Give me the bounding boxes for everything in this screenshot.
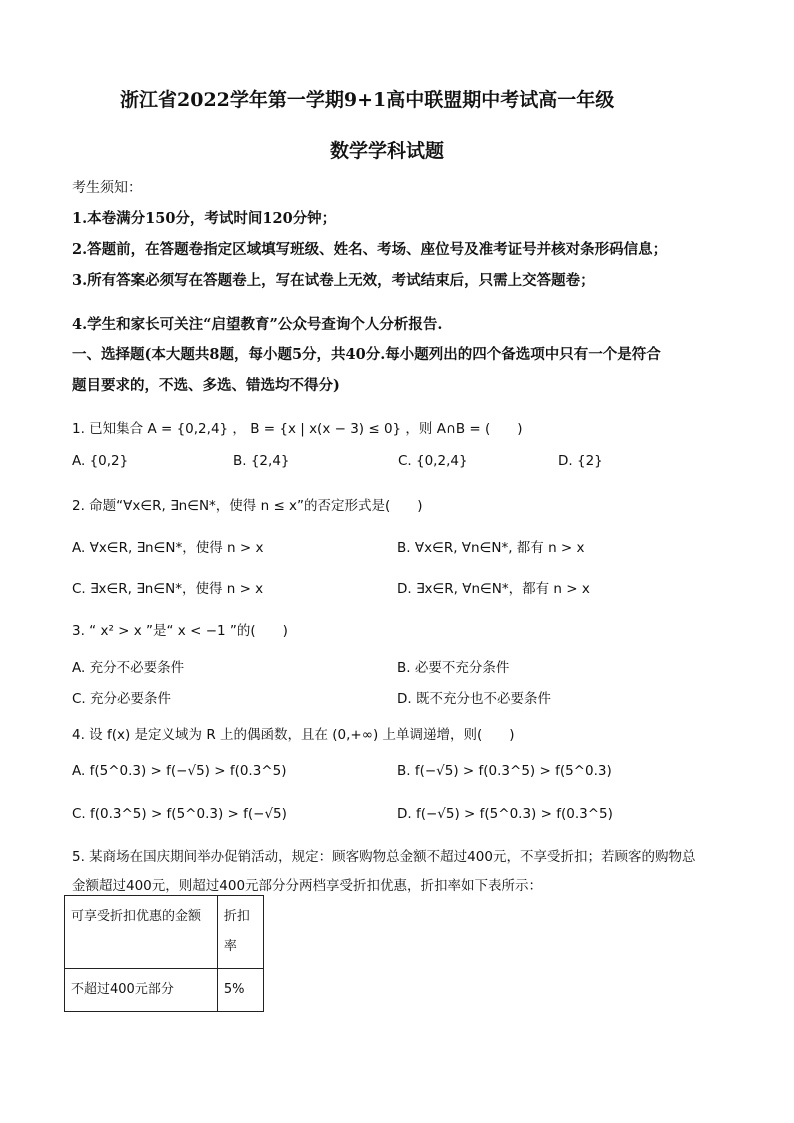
question-3-option-c: C. 充分必要条件 bbox=[72, 691, 172, 707]
question-3-option-d: D. 既不充分也不必要条件 bbox=[397, 691, 551, 707]
question-3-option-b: B. 必要不充分条件 bbox=[397, 660, 510, 676]
notice-item-1: 1.本卷满分150分，考试时间120分钟； bbox=[72, 210, 337, 227]
question-1-option-d: D. {2} bbox=[558, 453, 603, 469]
question-4-option-d: D. f(−√5) > f(5^0.3) > f(0.3^5) bbox=[397, 806, 613, 822]
table-header-amount: 可享受折扣优惠的金额 bbox=[65, 896, 218, 969]
section-heading-line2: 题目要求的，不选、多选、错选均不得分) bbox=[72, 377, 340, 394]
question-2-option-c: C. ∃x∈R, ∃n∈N*，使得 n > x bbox=[72, 581, 264, 597]
notice-heading: 考生须知： bbox=[72, 180, 142, 196]
question-2-option-d: D. ∃x∈R, ∀n∈N*，都有 n > x bbox=[397, 581, 590, 597]
notice-item-2: 2.答题前，在答题卷指定区域填写班级、姓名、考场、座位号及准考证号并核对条形码信息； bbox=[72, 241, 668, 258]
question-4-option-a: A. f(5^0.3) > f(−√5) > f(0.3^5) bbox=[72, 763, 287, 779]
table-header-rate: 折扣率 bbox=[217, 896, 263, 969]
table-row bbox=[65, 969, 264, 1012]
question-4-stem: 4. 设 f(x) 是定义域为 R 上的偶函数，且在 (0,+∞) 上单调递增，则( ) bbox=[72, 727, 515, 743]
question-1-option-a: A. {0,2} bbox=[72, 453, 129, 469]
discount-table bbox=[64, 895, 264, 1012]
table-cell-rate: 5% bbox=[217, 969, 263, 1012]
question-4-option-c: C. f(0.3^5) > f(5^0.3) > f(−√5) bbox=[72, 806, 287, 822]
question-2-option-a: A. ∀x∈R, ∃n∈N*，使得 n > x bbox=[72, 540, 264, 556]
notice-item-3: 3.所有答案必须写在答题卷上，写在试卷上无效，考试结束后，只需上交答题卷； bbox=[72, 272, 595, 289]
question-2-stem: 2. 命题“∀x∈R, ∃n∈N*，使得 n ≤ x”的否定形式是( ) bbox=[72, 498, 423, 514]
table-row bbox=[65, 896, 264, 969]
section-heading-line1: 一、选择题(本大题共8题，每小题5分，共40分.每小题列出的四个备选项中只有一个是符合 bbox=[72, 346, 661, 363]
exam-subtitle: 数学学科试题 bbox=[330, 140, 445, 162]
question-3-option-a: A. 充分不必要条件 bbox=[72, 660, 185, 676]
question-2-option-b: B. ∀x∈R, ∀n∈N*, 都有 n > x bbox=[397, 540, 585, 556]
question-3-stem: 3. “ x² > x ”是“ x < −1 ”的( ) bbox=[72, 623, 288, 639]
question-1-option-c: C. {0,2,4} bbox=[398, 453, 468, 469]
exam-title: 浙江省2022学年第一学期9+1高中联盟期中考试高一年级 bbox=[120, 89, 615, 111]
question-5-line2: 金额超过400元，则超过400元部分分两档享受折扣优惠，折扣率如下表所示： bbox=[72, 878, 543, 894]
question-1-stem: 1. 已知集合 A = {0,2,4} ， B = {x | x(x − 3) ≤ 0} ，则 A∩B = ( ) bbox=[72, 421, 523, 437]
notice-item-4: 4.学生和家长可关注“启望教育”公众号查询个人分析报告. bbox=[72, 316, 443, 333]
question-5-line1: 5. 某商场在国庆期间举办促销活动，规定：顾客购物总金额不超过400元，不享受折扣；若顾客的购物总 bbox=[72, 849, 696, 865]
table-cell-amount: 不超过400元部分 bbox=[65, 969, 218, 1012]
question-1-option-b: B. {2,4} bbox=[233, 453, 290, 469]
question-4-option-b: B. f(−√5) > f(0.3^5) > f(5^0.3) bbox=[397, 763, 612, 779]
